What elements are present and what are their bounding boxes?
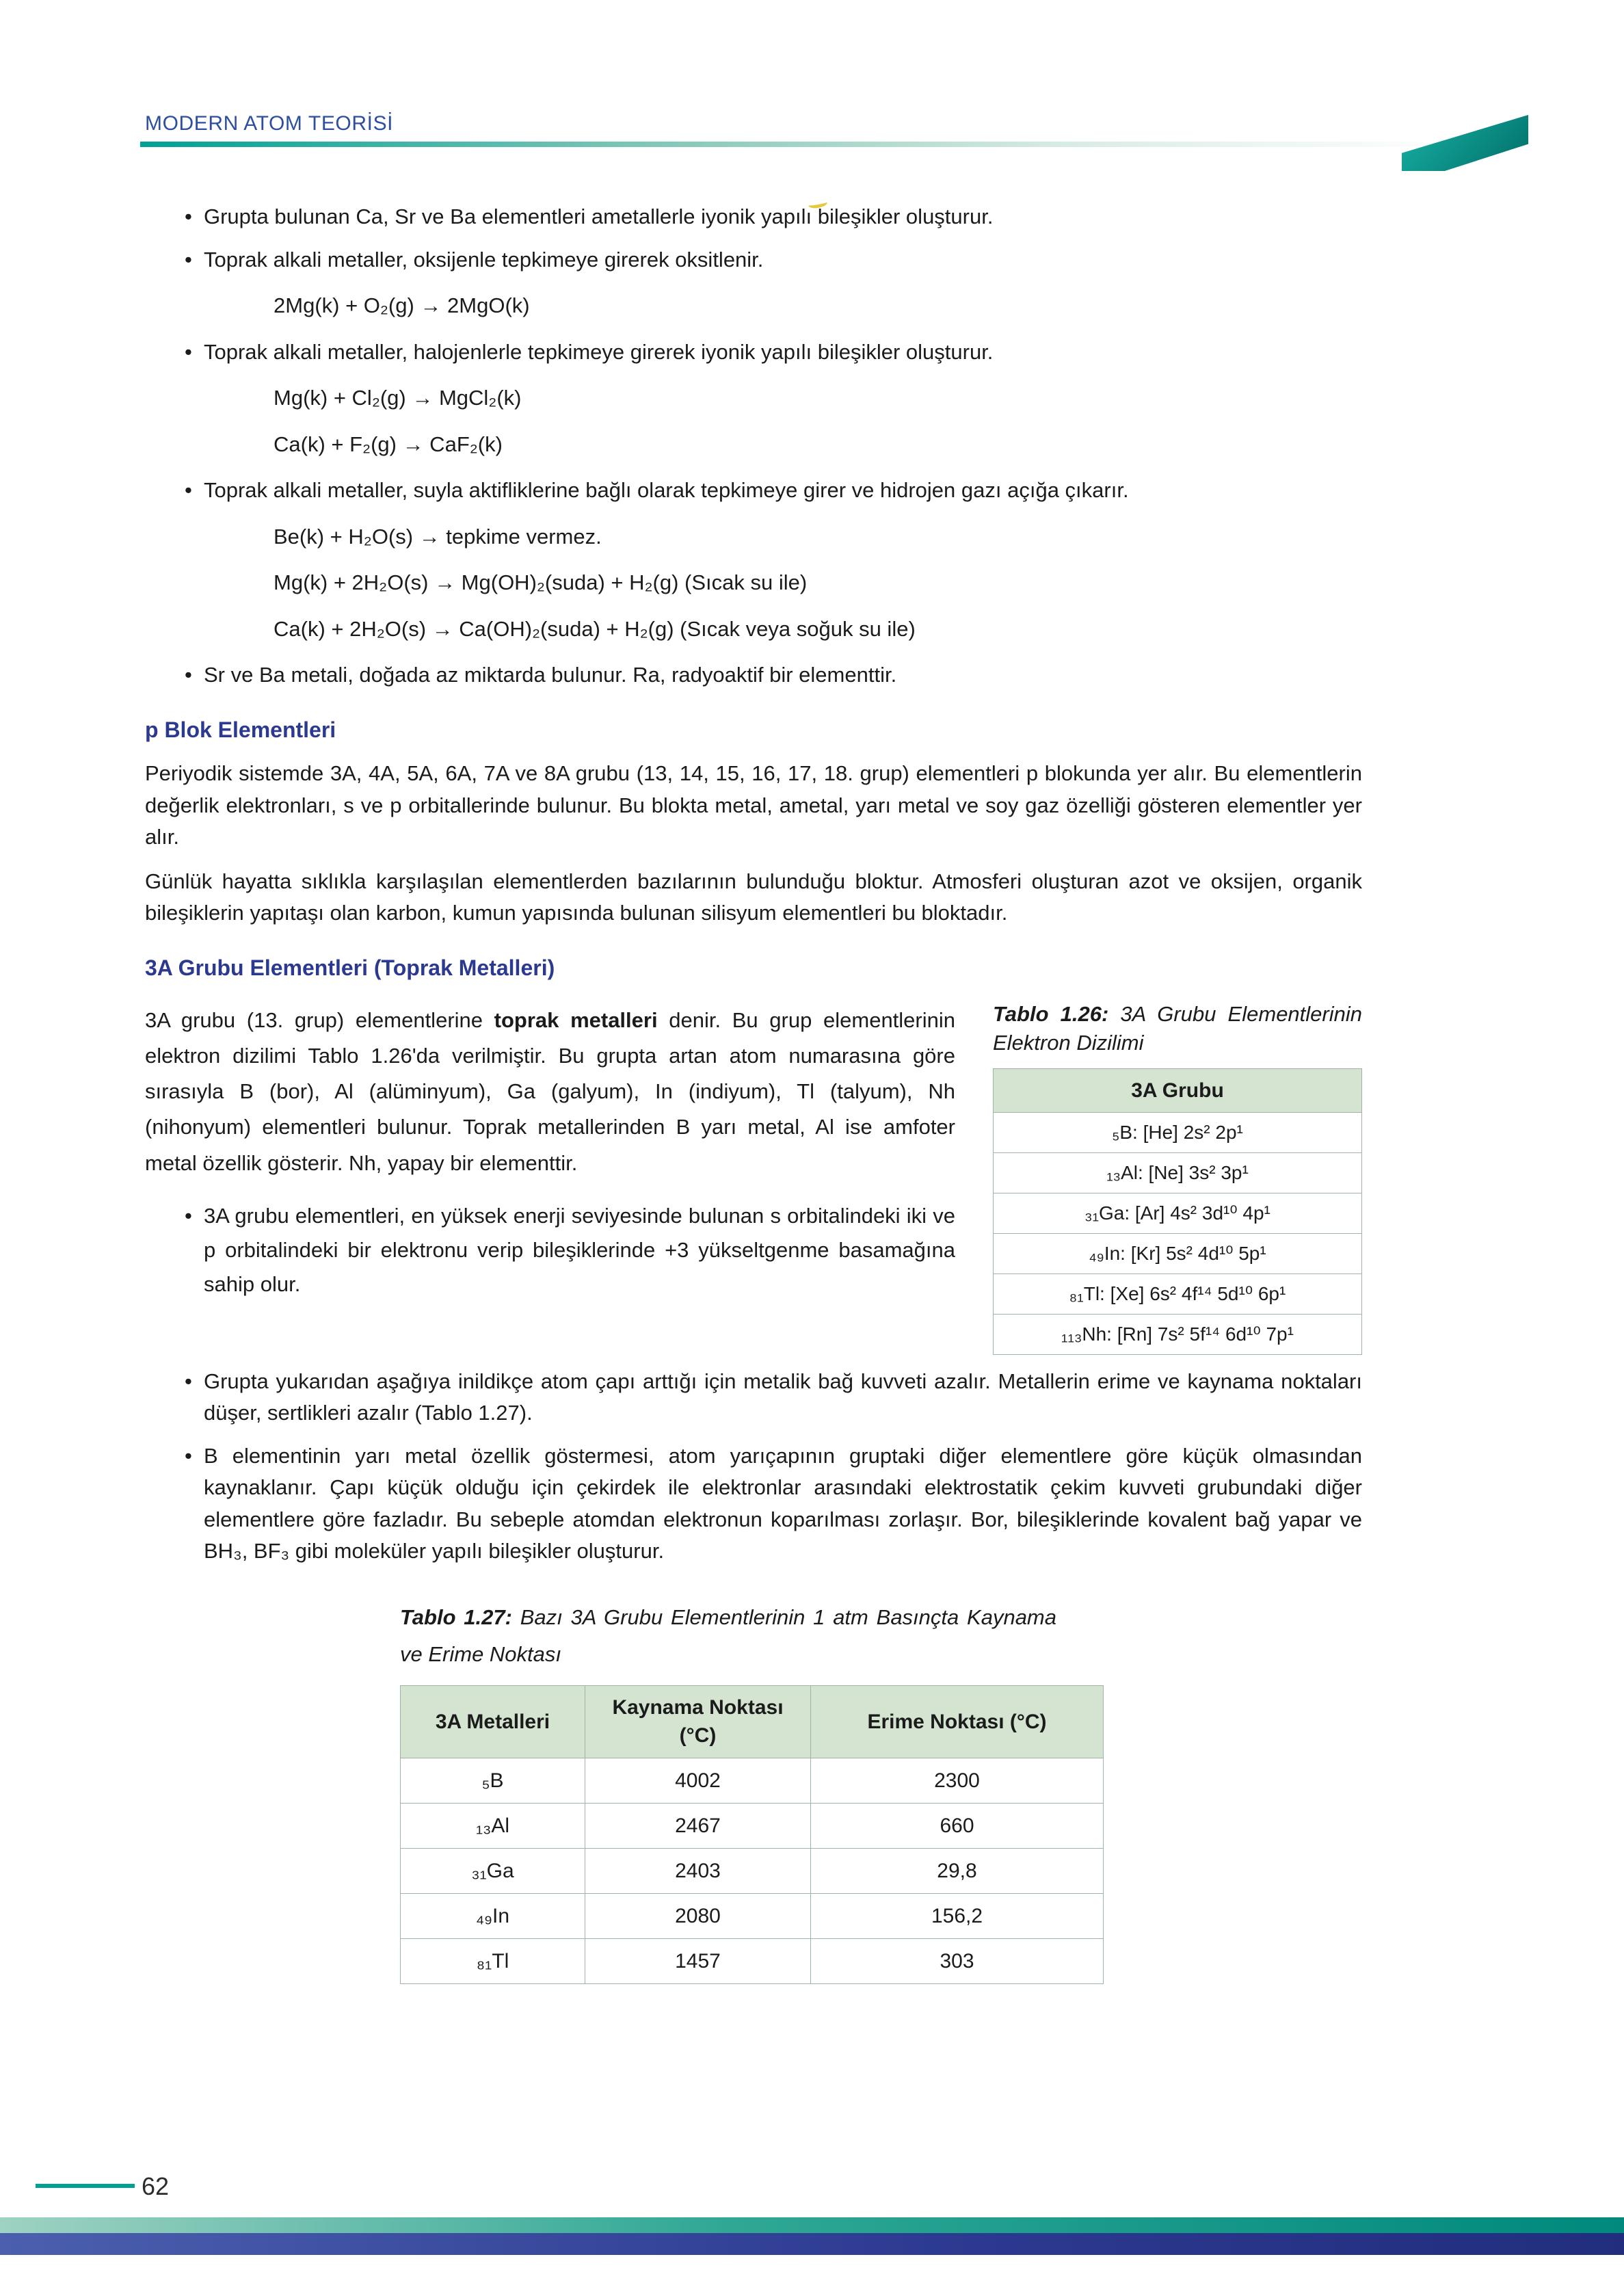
- caption-label: Tablo 1.26:: [993, 1002, 1109, 1027]
- boiling-point-cell: 1457: [585, 1939, 811, 1984]
- chemical-equation: Ca(k) + 2H₂O(s) → Ca(OH)₂(suda) + H₂(g) (Sıcak veya soğuk su ile): [274, 616, 916, 641]
- alkaline-bullet-list: [145, 201, 1362, 691]
- table-header-row: [401, 1686, 1104, 1758]
- group3a-bullet-list-left: [145, 1199, 955, 1302]
- table-1-26-caption: [993, 1000, 1362, 1057]
- bullet-text: B elementinin yarı metal özellik göstermesi, atom yarıçapının gruptaki diğer elementlere göre küçük olmasından kaynaklanır. Çapı küçük olduğu için çekirdek ile elektronlar arasındaki elektrostatik çekim kuvveti grubundaki diğer elementlere göre fazladır. Bu sebeple atomdan elektronun koparılması zorlaşır. Bor, bileşiklerinde kovalent bağ yapar ve BH₃, BF₃ gibi moleküler yapılı bileşikler oluşturur.: [204, 1443, 1362, 1563]
- column-header-boiling: Kaynama Noktası (°C): [585, 1686, 811, 1758]
- element-cell: ₄₉In: [401, 1894, 585, 1939]
- melting-point-cell: 29,8: [811, 1849, 1104, 1894]
- caption-text: 3A Grubu Elementlerinin Elektron Dizilimi: [993, 1002, 1362, 1055]
- boiling-point-cell: 2080: [585, 1894, 811, 1939]
- table-row: [401, 1804, 1104, 1849]
- melting-point-cell: 660: [811, 1804, 1104, 1849]
- page-content: [145, 172, 1362, 1984]
- chapter-title: MODERN ATOM TEORİSİ: [145, 112, 394, 135]
- bottom-bar-blue: [0, 2233, 1624, 2255]
- table-row: [401, 1894, 1104, 1939]
- bullet-text: Grupta bulunan Ca, Sr ve Ba elementleri ametallerle iyonik yapılı bileşikler oluşturur.: [204, 204, 994, 228]
- element-cell: ₃₁Ga: [401, 1849, 585, 1894]
- caption-label: Tablo 1.27:: [400, 1605, 512, 1629]
- chemical-equation: Mg(k) + Cl₂(g) → MgCl₂(k): [274, 386, 522, 410]
- table-1-26: [993, 1068, 1362, 1355]
- header-rule: [140, 142, 1569, 147]
- column-header-metals: 3A Metalleri: [401, 1686, 585, 1758]
- melting-point-cell: 156,2: [811, 1894, 1104, 1939]
- group3a-paragraph: [145, 1003, 955, 1180]
- electron-config-cell: ₁₃Al: [Ne] 3s² 3p¹: [994, 1152, 1362, 1193]
- chemical-equation: 2Mg(k) + O₂(g) → 2MgO(k): [274, 293, 530, 317]
- table-row: [994, 1233, 1362, 1273]
- group3a-heading: 3A Grubu Elementleri (Toprak Metalleri): [145, 955, 555, 980]
- element-cell: ₈₁Tl: [401, 1939, 585, 1984]
- boiling-point-cell: 2403: [585, 1849, 811, 1894]
- table-row: [994, 1193, 1362, 1233]
- table-1-27: [400, 1685, 1104, 1984]
- page-number-rule: [36, 2184, 135, 2188]
- melting-point-cell: 2300: [811, 1758, 1104, 1804]
- table-row: [994, 1152, 1362, 1193]
- page-number: 62: [142, 2172, 170, 2200]
- table-row: [994, 1273, 1362, 1314]
- bullet-text: Toprak alkali metaller, suyla aktifliklerine bağlı olarak tepkimeye girer ve hidrojen gazı açığa çıkarır.: [204, 478, 1129, 502]
- table-row: [401, 1939, 1104, 1984]
- column-header-melting: Erime Noktası (°C): [811, 1686, 1104, 1758]
- electron-config-cell: ₅B: [He] 2s² 2p¹: [994, 1112, 1362, 1152]
- table-1-27-caption: [400, 1599, 1056, 1674]
- bullet-item: [145, 1366, 1362, 1429]
- chemical-equation: Be(k) + H₂O(s) → tepkime vermez.: [274, 524, 602, 549]
- table-1-27-block: [145, 1599, 1362, 1985]
- electron-config-cell: ₈₁Tl: [Xe] 6s² 4f¹⁴ 5d¹⁰ 6p¹: [994, 1273, 1362, 1314]
- bullet-item: [145, 201, 1362, 233]
- element-cell: ₅B: [401, 1758, 585, 1804]
- boiling-point-cell: 2467: [585, 1804, 811, 1849]
- table-1-26-column: [993, 996, 1362, 1355]
- table-row: [994, 1314, 1362, 1354]
- bullet-item: [145, 336, 1362, 461]
- two-column-block: [145, 996, 1362, 1355]
- element-cell: ₁₃Al: [401, 1804, 585, 1849]
- bullet-item: [145, 475, 1362, 645]
- chemical-equation: Ca(k) + F₂(g) → CaF₂(k): [274, 432, 503, 456]
- bold-term: toprak metalleri: [494, 1008, 658, 1033]
- bullet-text: Sr ve Ba metali, doğada az miktarda bulunur. Ra, radyoaktif bir elementtir.: [204, 663, 897, 687]
- group3a-bullet-list-full: [145, 1366, 1362, 1568]
- bullet-item: [145, 1199, 955, 1302]
- electron-config-cell: ₃₁Ga: [Ar] 4s² 3d¹⁰ 4p¹: [994, 1193, 1362, 1233]
- paragraph-text: denir. Bu grup elementlerinin elektron dizilimi Tablo 1.26'da verilmiştir. Bu grupta artan atom numarasına göre sırasıyla B (bor), Al (alüminyum), Ga (galyum), In (indiyum), Tl (talyum), Nh (nihonyum) elementleri bulunur. Toprak metallerinden B yarı metal, Al ise amfoter metal özellik gösterir. Nh, yapay bir elementtir.: [145, 1008, 956, 1175]
- electron-config-cell: ₄₉In: [Kr] 5s² 4d¹⁰ 5p¹: [994, 1233, 1362, 1273]
- bullet-item: [145, 1440, 1362, 1568]
- table-row: [401, 1849, 1104, 1894]
- bullet-item: [145, 659, 1362, 691]
- bullet-text: Grupta yukarıdan aşağıya inildikçe atom çapı arttığı için metalik bağ kuvveti azalır. Metallerin erime ve kaynama noktaları düşer, sertlikleri azalır (Tablo 1.27).: [204, 1369, 1362, 1425]
- p-block-paragraph-2: Günlük hayatta sıklıkla karşılaşılan elementlerden bazılarının bulunduğu bloktur. Atmosferi oluşturan azot ve oksijen, organik bileşiklerin yapıtaşı olan karbon, kumun yapısında bulunan silisyum elementleri bu bloktadır.: [145, 869, 1362, 925]
- table-row: [994, 1112, 1362, 1152]
- bottom-bar-green: [0, 2217, 1624, 2233]
- electron-config-cell: ₁₁₃Nh: [Rn] 7s² 5f¹⁴ 6d¹⁰ 7p¹: [994, 1314, 1362, 1354]
- p-block-heading: p Blok Elementleri: [145, 717, 336, 742]
- group3a-text-column: [145, 996, 955, 1355]
- table-header-row: [994, 1068, 1362, 1112]
- bullet-text: Toprak alkali metaller, halojenlerle tepkimeye girerek iyonik yapılı bileşikler oluşturur.: [204, 339, 994, 364]
- page-header: [0, 0, 1624, 185]
- melting-point-cell: 303: [811, 1939, 1104, 1984]
- boiling-point-cell: 4002: [585, 1758, 811, 1804]
- bullet-text: Toprak alkali metaller, oksijenle tepkimeye girerek oksitlenir.: [204, 247, 764, 272]
- bullet-item: [145, 244, 1362, 322]
- table-row: [401, 1758, 1104, 1804]
- paragraph-text: 3A grubu (13. grup) elementlerine: [145, 1008, 494, 1033]
- caption-text: Bazı 3A Grubu Elementlerinin 1 atm Basınçta Kaynama ve Erime Noktası: [400, 1605, 1056, 1667]
- p-block-paragraph-1: Periyodik sistemde 3A, 4A, 5A, 6A, 7A ve 8A grubu (13, 14, 15, 16, 17, 18. grup) elementleri p blokunda yer alır. Bu elementlerin değerlik elektronları, s ve p orbitallerinde bulunur. Bu blokta metal, ametal, yarı metal ve soy gaz özelliği gösteren elementler yer alır.: [145, 761, 1362, 849]
- chemical-equation: Mg(k) + 2H₂O(s) → Mg(OH)₂(suda) + H₂(g) (Sıcak su ile): [274, 570, 808, 594]
- table-header-cell: 3A Grubu: [994, 1068, 1362, 1112]
- bullet-text: 3A grubu elementleri, en yüksek enerji seviyesinde bulunan s orbitalindeki iki ve p orbitalindeki bir elektronu verip bileşiklerinde +3 yükseltgenme basamağına sahip olur.: [204, 1203, 955, 1297]
